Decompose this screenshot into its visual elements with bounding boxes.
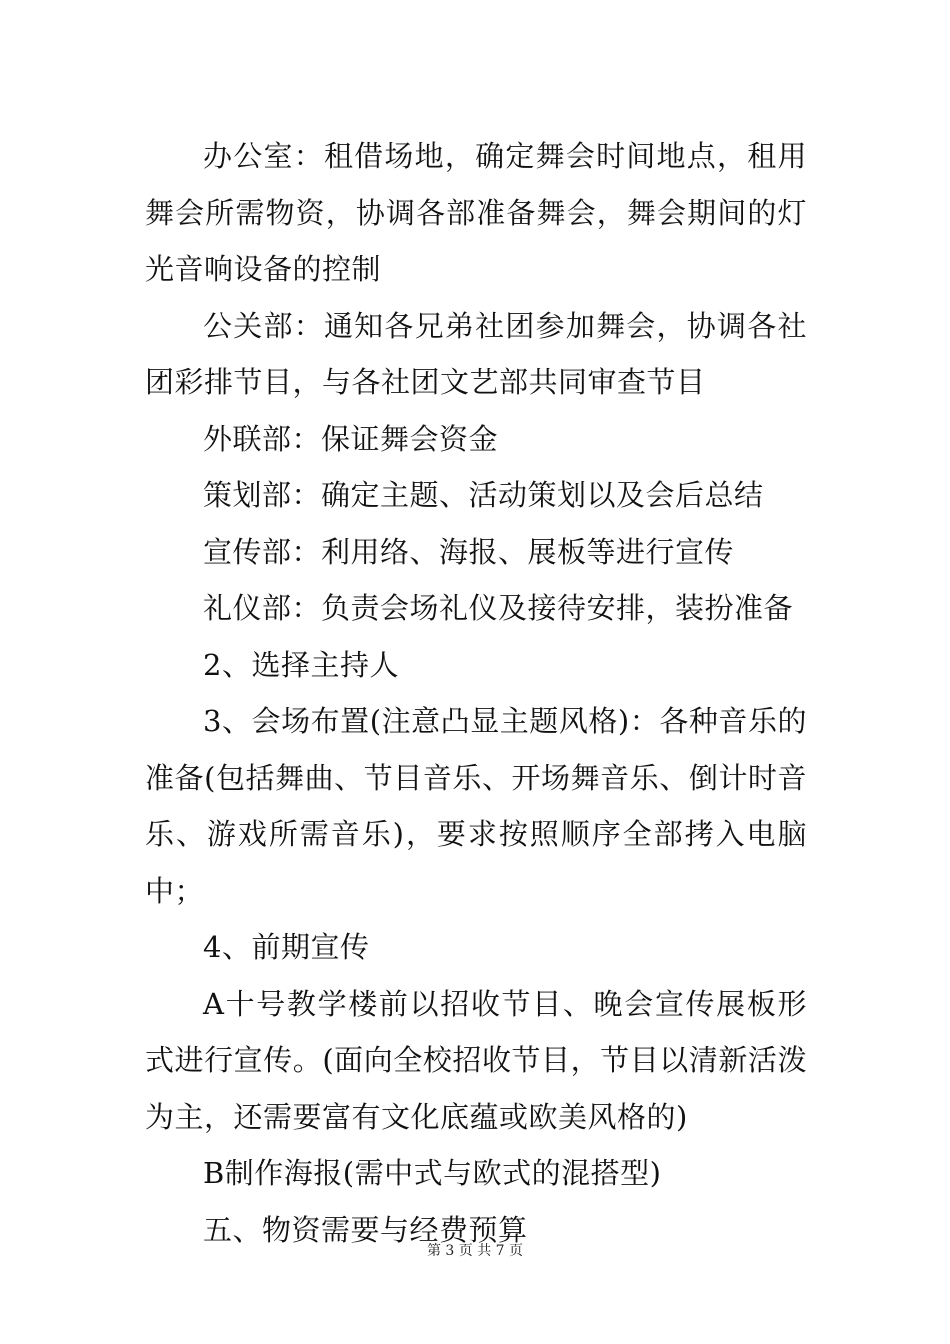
paragraph-early-publicity: 4、前期宣传 bbox=[203, 930, 370, 964]
paragraph-liaison-duties: 外联部：保证舞会资金 bbox=[203, 421, 499, 456]
paragraph-publicity-b: B制作海报(需中式与欧式的混搭型) bbox=[203, 1156, 662, 1190]
page-number: 第 3 页 共 7 页 bbox=[426, 1243, 524, 1259]
paragraph-publicity-a: A十号教学楼前以招收节目、晚会宣传展板形式进行宣传。(面向全校招收节目，节目以清新活泼为主，还需要富有文化底蕴或欧美风格的) bbox=[145, 986, 807, 1134]
paragraph-pr-duties: 公关部：通知各兄弟社团参加舞会，协调各社团彩排节目，与各社团文艺部共同审查节目 bbox=[145, 308, 807, 399]
page-footer bbox=[0, 1240, 950, 1260]
paragraph-planning-duties: 策划部：确定主题、活动策划以及会后总结 bbox=[203, 478, 764, 512]
section-heading-supplies-budget: 五、物资需要与经费预算 bbox=[203, 1212, 528, 1247]
document-body bbox=[145, 128, 807, 1258]
paragraph-etiquette-duties: 礼仪部：负责会场礼仪及接待安排，装扮准备 bbox=[203, 591, 794, 625]
paragraph-office-duties: 办公室：租借场地，确定舞会时间地点，租用舞会所需物资，协调各部准备舞会，舞会期间的灯光音响设备的控制 bbox=[145, 139, 807, 286]
paragraph-choose-host: 2、选择主持人 bbox=[203, 647, 399, 682]
paragraph-publicity-duties: 宣传部：利用络、海报、展板等进行宣传 bbox=[203, 534, 735, 569]
paragraph-venue-setup: 3、会场布置(注意凸显主题风格)：各种音乐的准备(包括舞曲、节目音乐、开场舞音乐、倒计时音乐、游戏所需音乐)，要求按照顺序全部拷入电脑中； bbox=[145, 704, 807, 908]
